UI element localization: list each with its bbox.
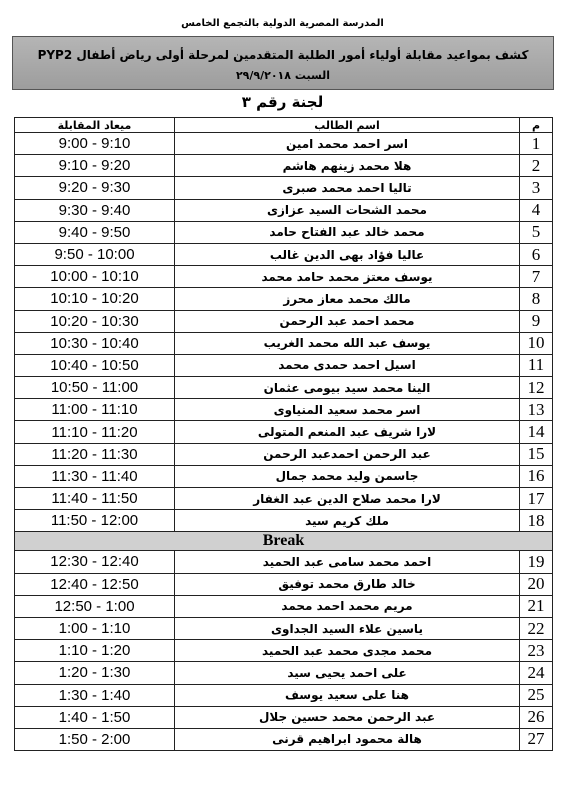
interview-time: 11:50 - 12:00 bbox=[15, 510, 175, 532]
student-name: محمد خالد عبد الفتاح حامد bbox=[175, 221, 520, 243]
schedule-table bbox=[14, 117, 553, 751]
table-body bbox=[15, 133, 553, 751]
student-name: اسيل احمد حمدى محمد bbox=[175, 354, 520, 376]
row-number: 1 bbox=[520, 133, 553, 155]
student-name: مالك محمد معاز محرز bbox=[175, 288, 520, 310]
table-row bbox=[15, 399, 553, 421]
row-number: 24 bbox=[520, 662, 553, 684]
student-name: محمد الشحات السيد عزازى bbox=[175, 199, 520, 221]
student-name: لارا شريف عبد المنعم المتولى bbox=[175, 421, 520, 443]
document-date: السبت ٢٩/٩/٢٠١٨ bbox=[235, 69, 331, 82]
table-row bbox=[15, 573, 553, 595]
table-row bbox=[15, 421, 553, 443]
row-number: 18 bbox=[520, 510, 553, 532]
table-row bbox=[15, 199, 553, 221]
interview-time: 9:30 - 9:40 bbox=[15, 199, 175, 221]
row-number: 12 bbox=[520, 377, 553, 399]
student-name: ملك كريم سيد bbox=[175, 510, 520, 532]
interview-time: 1:40 - 1:50 bbox=[15, 706, 175, 728]
table-row bbox=[15, 133, 553, 155]
table-row bbox=[15, 332, 553, 354]
interview-time: 12:40 - 12:50 bbox=[15, 573, 175, 595]
table-row bbox=[15, 221, 553, 243]
table-row bbox=[15, 310, 553, 332]
interview-time: 9:50 - 10:00 bbox=[15, 243, 175, 265]
table-row bbox=[15, 706, 553, 728]
table-row bbox=[15, 617, 553, 639]
table-row bbox=[15, 465, 553, 487]
student-name: هالة محمود ابراهيم قرنى bbox=[175, 728, 520, 750]
row-number: 6 bbox=[520, 243, 553, 265]
table-row bbox=[15, 595, 553, 617]
student-name: ياسين علاء السيد الجداوى bbox=[175, 617, 520, 639]
row-number: 10 bbox=[520, 332, 553, 354]
table-row bbox=[15, 243, 553, 265]
row-number: 19 bbox=[520, 551, 553, 573]
row-number: 3 bbox=[520, 177, 553, 199]
interview-time: 10:40 - 10:50 bbox=[15, 354, 175, 376]
header-time: ميعاد المقابلة bbox=[15, 118, 175, 133]
student-name: اسر محمد سعيد المنياوى bbox=[175, 399, 520, 421]
student-name: عاليا فؤاد بهى الدين غالب bbox=[175, 243, 520, 265]
student-name: اسر احمد محمد امين bbox=[175, 133, 520, 155]
student-name: جاسمن وليد محمد جمال bbox=[175, 465, 520, 487]
row-number: 21 bbox=[520, 595, 553, 617]
table-row bbox=[15, 155, 553, 177]
interview-time: 9:40 - 9:50 bbox=[15, 221, 175, 243]
student-name: هنا على سعيد يوسف bbox=[175, 684, 520, 706]
student-name: مريم محمد احمد محمد bbox=[175, 595, 520, 617]
row-number: 8 bbox=[520, 288, 553, 310]
table-row bbox=[15, 728, 553, 750]
table-row bbox=[15, 510, 553, 532]
student-name: تاليا احمد محمد صبرى bbox=[175, 177, 520, 199]
student-name: يوسف معتز محمد حامد محمد bbox=[175, 266, 520, 288]
interview-time: 9:10 - 9:20 bbox=[15, 155, 175, 177]
interview-time: 1:30 - 1:40 bbox=[15, 684, 175, 706]
row-number: 16 bbox=[520, 465, 553, 487]
interview-time: 1:00 - 1:10 bbox=[15, 617, 175, 639]
interview-time: 9:00 - 9:10 bbox=[15, 133, 175, 155]
header-number: م bbox=[520, 118, 553, 133]
student-name: خالد طارق محمد توفيق bbox=[175, 573, 520, 595]
table-row bbox=[15, 684, 553, 706]
interview-time: 9:20 - 9:30 bbox=[15, 177, 175, 199]
row-number: 13 bbox=[520, 399, 553, 421]
student-name: محمد احمد عبد الرحمن bbox=[175, 310, 520, 332]
interview-time: 10:10 - 10:20 bbox=[15, 288, 175, 310]
row-number: 4 bbox=[520, 199, 553, 221]
interview-time: 12:50 - 1:00 bbox=[15, 595, 175, 617]
row-number: 20 bbox=[520, 573, 553, 595]
break-label: Break bbox=[15, 532, 553, 551]
table-row bbox=[15, 177, 553, 199]
student-name: احمد محمد سامى عبد الحميد bbox=[175, 551, 520, 573]
interview-time: 11:40 - 11:50 bbox=[15, 488, 175, 510]
table-row bbox=[15, 354, 553, 376]
row-number: 11 bbox=[520, 354, 553, 376]
interview-time: 10:00 - 10:10 bbox=[15, 266, 175, 288]
interview-time: 10:30 - 10:40 bbox=[15, 332, 175, 354]
table-row bbox=[15, 551, 553, 573]
student-name: هلا محمد زينهم هاشم bbox=[175, 155, 520, 177]
row-number: 2 bbox=[520, 155, 553, 177]
interview-time: 12:30 - 12:40 bbox=[15, 551, 175, 573]
student-name: الينا محمد سيد بيومى عثمان bbox=[175, 377, 520, 399]
student-name: عبد الرحمن احمدعبد الرحمن bbox=[175, 443, 520, 465]
table-row bbox=[15, 266, 553, 288]
student-name: لارا محمد صلاح الدين عبد الغفار bbox=[175, 488, 520, 510]
row-number: 23 bbox=[520, 640, 553, 662]
interview-time: 1:50 - 2:00 bbox=[15, 728, 175, 750]
row-number: 22 bbox=[520, 617, 553, 639]
row-number: 9 bbox=[520, 310, 553, 332]
header-name: اسم الطالب bbox=[175, 118, 520, 133]
table-row bbox=[15, 288, 553, 310]
table-header-row bbox=[15, 118, 553, 133]
row-number: 26 bbox=[520, 706, 553, 728]
committee-label: لجنة رقم ٣ bbox=[241, 93, 324, 111]
row-number: 5 bbox=[520, 221, 553, 243]
row-number: 15 bbox=[520, 443, 553, 465]
table-row bbox=[15, 377, 553, 399]
table-row bbox=[15, 443, 553, 465]
student-name: محمد مجدى محمد عبد الحميد bbox=[175, 640, 520, 662]
row-number: 27 bbox=[520, 728, 553, 750]
student-name: يوسف عبد الله محمد الغريب bbox=[175, 332, 520, 354]
student-name: عبد الرحمن محمد حسين جلال bbox=[175, 706, 520, 728]
title-banner bbox=[12, 36, 554, 90]
document-title: كشف بمواعيد مقابلة أولياء أمور الطلبة المتقدمين لمرحلة أولى رياض أطفال PYP2 bbox=[37, 48, 529, 62]
row-number: 25 bbox=[520, 684, 553, 706]
interview-time: 11:10 - 11:20 bbox=[15, 421, 175, 443]
interview-time: 11:00 - 11:10 bbox=[15, 399, 175, 421]
row-number: 14 bbox=[520, 421, 553, 443]
interview-time: 11:20 - 11:30 bbox=[15, 443, 175, 465]
student-name: على احمد يحيى سيد bbox=[175, 662, 520, 684]
break-row bbox=[15, 532, 553, 551]
row-number: 17 bbox=[520, 488, 553, 510]
table-row bbox=[15, 488, 553, 510]
interview-time: 1:10 - 1:20 bbox=[15, 640, 175, 662]
table-row bbox=[15, 662, 553, 684]
interview-time: 11:30 - 11:40 bbox=[15, 465, 175, 487]
interview-time: 1:20 - 1:30 bbox=[15, 662, 175, 684]
table-row bbox=[15, 640, 553, 662]
interview-time: 10:50 - 11:00 bbox=[15, 377, 175, 399]
school-name: المدرسة المصرية الدولية بالتجمع الخامس bbox=[181, 18, 384, 29]
interview-time: 10:20 - 10:30 bbox=[15, 310, 175, 332]
row-number: 7 bbox=[520, 266, 553, 288]
